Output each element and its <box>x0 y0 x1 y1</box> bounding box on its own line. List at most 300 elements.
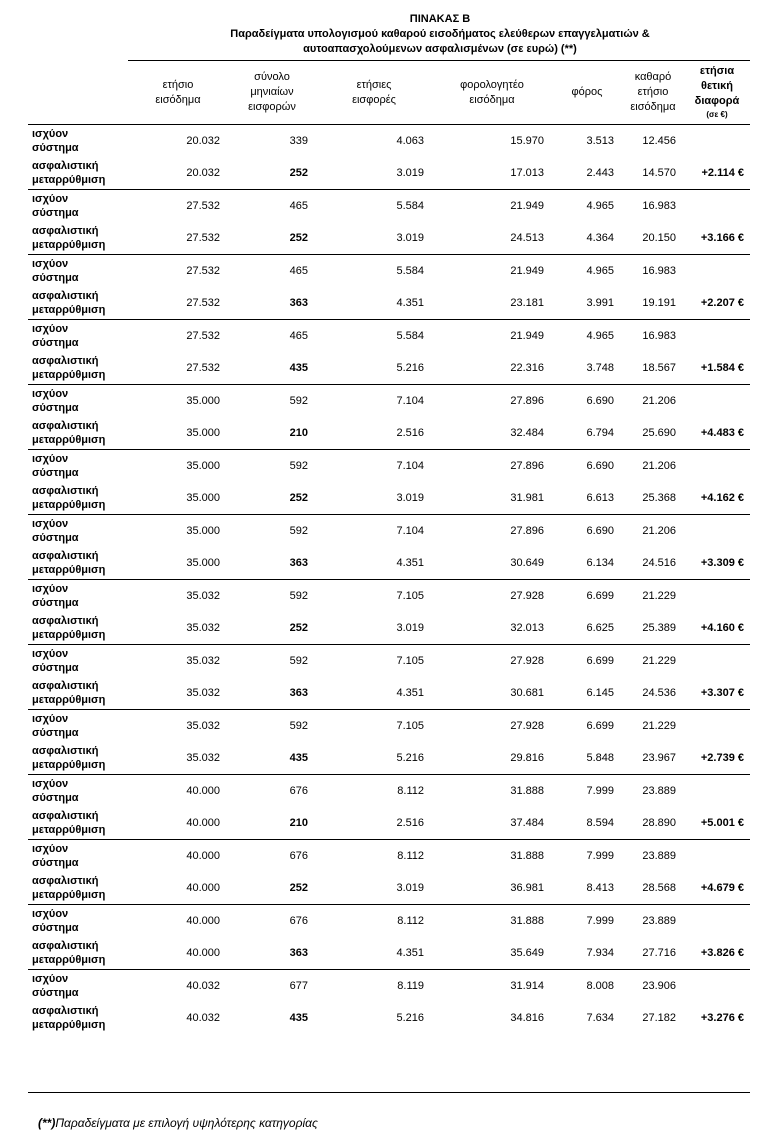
value-cell: 37.484 <box>510 817 544 829</box>
row-label <box>28 580 128 613</box>
value-cell: 24.516 <box>642 557 676 569</box>
value-cell: 27.182 <box>642 1012 676 1024</box>
header-line: μηνιαίων <box>250 86 294 98</box>
header-annual-contributions <box>316 61 432 125</box>
value-cell: 21.949 <box>432 320 552 353</box>
current-system-row <box>28 190 750 223</box>
reform-row <box>28 612 750 645</box>
value-cell: 252 <box>289 882 308 894</box>
row-label-line: ισχύον <box>32 648 69 660</box>
difference-cell <box>684 710 750 743</box>
header-line: φορολογητέο <box>460 78 524 91</box>
value-cell: 23.889 <box>622 775 684 808</box>
row-label-line: ασφαλιστική <box>32 615 99 627</box>
reform-row <box>28 872 750 905</box>
value-cell: 16.983 <box>622 190 684 223</box>
value-cell: 363 <box>289 687 308 699</box>
value-cell: 7.934 <box>586 947 614 959</box>
value-cell: 8.112 <box>316 840 432 873</box>
row-label-line: ασφαλιστική <box>32 875 99 887</box>
difference-cell: +4.160 € <box>700 622 744 634</box>
table-body <box>28 125 750 1035</box>
value-cell: 20.032 <box>186 167 220 179</box>
row-label-line: ασφαλιστική <box>32 160 99 172</box>
row-label-line: ασφαλιστική <box>32 940 99 952</box>
value-cell: 36.981 <box>510 882 544 894</box>
difference-cell <box>684 320 750 353</box>
value-cell: 2.516 <box>396 427 424 439</box>
value-cell: 4.364 <box>586 232 614 244</box>
value-cell: 6.613 <box>586 492 614 504</box>
value-cell: 592 <box>228 450 316 483</box>
row-label-line: μεταρρύθμιση <box>32 304 106 316</box>
reform-row <box>28 937 750 970</box>
difference-cell: +3.276 € <box>700 1012 744 1024</box>
value-cell: 7.999 <box>552 905 622 938</box>
row-label-line: ισχύον <box>32 713 69 725</box>
value-cell: 8.594 <box>586 817 614 829</box>
row-label-line: μεταρρύθμιση <box>32 1019 106 1031</box>
value-cell: 35.000 <box>186 427 220 439</box>
value-cell: 676 <box>228 905 316 938</box>
income-examples-table <box>28 60 750 1034</box>
value-cell: 6.699 <box>552 580 622 613</box>
difference-cell: +5.001 € <box>700 817 744 829</box>
reform-row <box>28 482 750 515</box>
difference-cell <box>684 905 750 938</box>
value-cell: 23.181 <box>510 297 544 309</box>
value-cell: 12.456 <box>622 125 684 158</box>
header-monthly-contributions <box>228 61 316 125</box>
value-cell: 7.105 <box>316 580 432 613</box>
row-label-line: ισχύον <box>32 778 69 790</box>
value-cell: 6.625 <box>586 622 614 634</box>
value-cell: 40.000 <box>128 840 228 873</box>
value-cell: 35.000 <box>128 385 228 418</box>
row-label-line: ισχύον <box>32 518 69 530</box>
difference-cell <box>684 840 750 873</box>
row-label <box>28 385 128 418</box>
difference-cell: +3.826 € <box>700 947 744 959</box>
value-cell: 465 <box>228 320 316 353</box>
value-cell: 22.316 <box>510 362 544 374</box>
value-cell: 4.351 <box>396 947 424 959</box>
value-cell: 5.848 <box>586 752 614 764</box>
value-cell: 5.584 <box>316 255 432 288</box>
row-label-line: μεταρρύθμιση <box>32 369 106 381</box>
value-cell: 363 <box>289 947 308 959</box>
value-cell: 592 <box>228 710 316 743</box>
row-label-line: ισχύον <box>32 843 69 855</box>
value-cell: 252 <box>289 492 308 504</box>
row-label-line: ασφαλιστική <box>32 745 99 757</box>
row-label <box>28 352 128 385</box>
value-cell: 5.584 <box>316 320 432 353</box>
value-cell: 27.532 <box>186 232 220 244</box>
value-cell: 35.000 <box>128 450 228 483</box>
value-cell: 6.690 <box>552 385 622 418</box>
value-cell: 677 <box>228 970 316 1003</box>
value-cell: 5.216 <box>396 1012 424 1024</box>
value-cell: 3.019 <box>396 492 424 504</box>
row-label-line: σύστημα <box>32 727 79 739</box>
value-cell: 6.690 <box>552 515 622 548</box>
title-line-3: αυτοαπασχολούμενων ασφαλισμένων (σε ευρώ) (**) <box>303 43 577 55</box>
value-cell: 27.532 <box>186 297 220 309</box>
value-cell: 30.681 <box>510 687 544 699</box>
row-label <box>28 742 128 775</box>
value-cell: 20.032 <box>128 125 228 158</box>
value-cell: 676 <box>228 840 316 873</box>
row-label-line: σύστημα <box>32 922 79 934</box>
difference-cell: +4.679 € <box>700 882 744 894</box>
reform-row <box>28 417 750 450</box>
table-title <box>130 12 750 57</box>
row-label-line: σύστημα <box>32 987 79 999</box>
value-cell: 3.991 <box>586 297 614 309</box>
row-label-line: σύστημα <box>32 402 79 414</box>
value-cell: 8.008 <box>552 970 622 1003</box>
footnote-text: Παραδείγματα με επιλογή υψηλότερης κατηγορίας <box>55 1116 318 1130</box>
value-cell: 676 <box>228 775 316 808</box>
difference-cell: +2.114 € <box>701 167 744 179</box>
row-label <box>28 937 128 970</box>
value-cell: 3.748 <box>586 362 614 374</box>
value-cell: 6.145 <box>586 687 614 699</box>
value-cell: 23.889 <box>622 905 684 938</box>
value-cell: 2.516 <box>396 817 424 829</box>
value-cell: 3.513 <box>552 125 622 158</box>
row-label <box>28 905 128 938</box>
value-cell: 4.063 <box>316 125 432 158</box>
current-system-row <box>28 970 750 1003</box>
row-label-line: μεταρρύθμιση <box>32 434 106 446</box>
title-line-1: ΠΙΝΑΚΑΣ Β <box>409 13 471 25</box>
reform-row <box>28 157 750 190</box>
header-line: ετήσια <box>699 65 735 77</box>
row-label-line: ισχύον <box>32 258 69 270</box>
reform-row <box>28 352 750 385</box>
current-system-row <box>28 255 750 288</box>
value-cell: 465 <box>228 255 316 288</box>
row-label-line: σύστημα <box>32 662 79 674</box>
difference-cell <box>684 970 750 1003</box>
footnote <box>38 1116 318 1130</box>
row-label <box>28 320 128 353</box>
row-label-line: σύστημα <box>32 337 79 349</box>
row-label <box>28 450 128 483</box>
value-cell: 35.032 <box>128 645 228 678</box>
reform-row <box>28 222 750 255</box>
value-cell: 6.699 <box>552 645 622 678</box>
header-row <box>28 61 750 125</box>
value-cell: 25.368 <box>642 492 676 504</box>
row-label-line: ασφαλιστική <box>32 550 99 562</box>
value-cell: 35.032 <box>128 710 228 743</box>
row-label-line: ισχύον <box>32 908 69 920</box>
reform-row <box>28 287 750 320</box>
row-label <box>28 482 128 515</box>
row-label-line: σύστημα <box>32 532 79 544</box>
row-label-line: σύστημα <box>32 142 79 154</box>
current-system-row <box>28 840 750 873</box>
value-cell: 35.032 <box>186 752 220 764</box>
row-label <box>28 1002 128 1034</box>
row-label <box>28 157 128 190</box>
row-label-line: ισχύον <box>32 388 69 400</box>
value-cell: 21.949 <box>432 190 552 223</box>
table-bottom-rule <box>28 1092 750 1093</box>
row-label <box>28 547 128 580</box>
difference-cell: +3.309 € <box>700 557 744 569</box>
value-cell: 435 <box>289 362 308 374</box>
row-label-line: ασφαλιστική <box>32 810 99 822</box>
row-label-line: μεταρρύθμιση <box>32 174 106 186</box>
reform-row <box>28 742 750 775</box>
header-positive-difference <box>684 61 750 125</box>
value-cell: 35.000 <box>186 557 220 569</box>
value-cell: 27.896 <box>432 385 552 418</box>
value-cell: 29.816 <box>510 752 544 764</box>
difference-cell <box>684 125 750 158</box>
difference-cell: +1.584 € <box>700 362 744 374</box>
row-label <box>28 807 128 840</box>
current-system-row <box>28 450 750 483</box>
value-cell: 31.888 <box>432 840 552 873</box>
value-cell: 4.965 <box>552 190 622 223</box>
value-cell: 21.229 <box>622 645 684 678</box>
value-cell: 4.351 <box>396 557 424 569</box>
value-cell: 15.970 <box>432 125 552 158</box>
value-cell: 7.104 <box>316 515 432 548</box>
value-cell: 7.104 <box>316 385 432 418</box>
value-cell: 363 <box>289 557 308 569</box>
row-label <box>28 287 128 320</box>
value-cell: 8.413 <box>586 882 614 894</box>
footnote-mark: (**) <box>38 1116 56 1130</box>
value-cell: 31.981 <box>510 492 544 504</box>
current-system-row <box>28 710 750 743</box>
row-label <box>28 872 128 905</box>
value-cell: 27.532 <box>128 190 228 223</box>
value-cell: 3.019 <box>396 882 424 894</box>
value-cell: 21.229 <box>622 580 684 613</box>
value-cell: 7.999 <box>552 840 622 873</box>
value-cell: 21.206 <box>622 515 684 548</box>
row-label-line: ισχύον <box>32 128 69 140</box>
difference-cell: +3.166 € <box>700 232 744 244</box>
row-label <box>28 417 128 450</box>
header-line: σύνολο <box>254 71 290 83</box>
value-cell: 32.013 <box>510 622 544 634</box>
header-line: εισόδημα <box>630 101 676 113</box>
value-cell: 339 <box>228 125 316 158</box>
value-cell: 4.351 <box>396 297 424 309</box>
value-cell: 27.532 <box>128 320 228 353</box>
value-cell: 40.000 <box>128 775 228 808</box>
value-cell: 592 <box>228 645 316 678</box>
row-label <box>28 645 128 678</box>
value-cell: 27.532 <box>128 255 228 288</box>
difference-cell: +4.162 € <box>700 492 744 504</box>
value-cell: 19.191 <box>642 297 676 309</box>
header-tax <box>552 61 622 125</box>
value-cell: 40.000 <box>186 947 220 959</box>
header-line: ετήσιες <box>356 78 392 91</box>
row-label-line: ασφαλιστική <box>32 680 99 692</box>
value-cell: 27.896 <box>432 450 552 483</box>
value-cell: 35.000 <box>186 492 220 504</box>
row-label-line: ασφαλιστική <box>32 1005 99 1017</box>
value-cell: 31.888 <box>432 905 552 938</box>
value-cell: 4.351 <box>396 687 424 699</box>
value-cell: 5.584 <box>316 190 432 223</box>
value-cell: 16.983 <box>622 255 684 288</box>
row-label <box>28 677 128 710</box>
value-cell: 7.634 <box>586 1012 614 1024</box>
reform-row <box>28 547 750 580</box>
value-cell: 252 <box>289 622 308 634</box>
header-line: ετήσιο <box>637 86 669 98</box>
value-cell: 27.928 <box>432 580 552 613</box>
row-label-line: μεταρρύθμιση <box>32 499 106 511</box>
reform-row <box>28 807 750 840</box>
value-cell: 210 <box>289 427 308 439</box>
value-cell: 25.690 <box>642 427 676 439</box>
value-cell: 27.532 <box>186 362 220 374</box>
value-cell: 7.999 <box>552 775 622 808</box>
value-cell: 20.150 <box>642 232 676 244</box>
value-cell: 21.949 <box>432 255 552 288</box>
value-cell: 21.229 <box>622 710 684 743</box>
value-cell: 8.112 <box>316 905 432 938</box>
difference-cell <box>684 645 750 678</box>
difference-cell <box>684 515 750 548</box>
value-cell: 5.216 <box>396 752 424 764</box>
header-line: ετήσιο <box>162 78 194 91</box>
row-label-line: ασφαλιστική <box>32 485 99 497</box>
value-cell: 40.032 <box>186 1012 220 1024</box>
current-system-row <box>28 125 750 158</box>
value-cell: 40.032 <box>128 970 228 1003</box>
row-label-line: μεταρρύθμιση <box>32 629 106 641</box>
value-cell: 6.690 <box>552 450 622 483</box>
row-label-line: σύστημα <box>32 597 79 609</box>
difference-cell: +2.739 € <box>700 752 744 764</box>
current-system-row <box>28 905 750 938</box>
row-label-line: σύστημα <box>32 792 79 804</box>
value-cell: 35.649 <box>510 947 544 959</box>
difference-cell <box>684 190 750 223</box>
row-label <box>28 970 128 1003</box>
row-label-line: σύστημα <box>32 272 79 284</box>
row-label-line: μεταρρύθμιση <box>32 824 106 836</box>
current-system-row <box>28 385 750 418</box>
current-system-row <box>28 515 750 548</box>
row-label-line: μεταρρύθμιση <box>32 889 106 901</box>
row-label <box>28 190 128 223</box>
value-cell: 21.206 <box>622 385 684 418</box>
value-cell: 18.567 <box>642 362 676 374</box>
row-label-line: ασφαλιστική <box>32 290 99 302</box>
row-label-line: ισχύον <box>32 193 69 205</box>
value-cell: 5.216 <box>396 362 424 374</box>
value-cell: 28.568 <box>642 882 676 894</box>
row-label-line: ασφαλιστική <box>32 420 99 432</box>
title-line-2: Παραδείγματα υπολογισμού καθαρού εισοδήματος ελεύθερων επαγγελματιών & <box>230 28 650 40</box>
value-cell: 252 <box>289 232 308 244</box>
value-cell: 24.513 <box>510 232 544 244</box>
value-cell: 27.716 <box>642 947 676 959</box>
value-cell: 6.794 <box>586 427 614 439</box>
row-label <box>28 255 128 288</box>
difference-cell: +2.207 € <box>700 297 744 309</box>
value-cell: 16.983 <box>622 320 684 353</box>
row-label <box>28 612 128 645</box>
value-cell: 592 <box>228 385 316 418</box>
row-label <box>28 125 128 158</box>
value-cell: 14.570 <box>642 167 676 179</box>
row-label-line: ισχύον <box>32 973 69 985</box>
value-cell: 8.112 <box>316 775 432 808</box>
header-net-income <box>622 61 684 125</box>
value-cell: 40.000 <box>128 905 228 938</box>
row-label-line: μεταρρύθμιση <box>32 239 106 251</box>
value-cell: 35.032 <box>186 622 220 634</box>
value-cell: 32.484 <box>510 427 544 439</box>
row-label-line: ισχύον <box>32 453 69 465</box>
header-line: διαφορά <box>694 95 740 107</box>
value-cell: 27.896 <box>432 515 552 548</box>
header-line: εισφορών <box>248 101 296 113</box>
difference-cell: +3.307 € <box>700 687 744 699</box>
header-line: εισόδημα <box>469 93 515 106</box>
row-label-line: σύστημα <box>32 467 79 479</box>
difference-cell: +4.483 € <box>700 427 744 439</box>
value-cell: 210 <box>289 817 308 829</box>
difference-cell <box>684 580 750 613</box>
row-label-line: μεταρρύθμιση <box>32 759 106 771</box>
header-taxable-income <box>432 61 552 125</box>
row-label-line: ισχύον <box>32 583 69 595</box>
row-label-line: ασφαλιστική <box>32 355 99 367</box>
difference-cell <box>684 450 750 483</box>
value-cell: 4.965 <box>552 255 622 288</box>
value-cell: 592 <box>228 580 316 613</box>
value-cell: 27.928 <box>432 710 552 743</box>
value-cell: 7.105 <box>316 645 432 678</box>
header-line: εισφορές <box>352 93 396 106</box>
row-label <box>28 775 128 808</box>
value-cell: 34.816 <box>510 1012 544 1024</box>
value-cell: 8.119 <box>316 970 432 1003</box>
value-cell: 35.032 <box>186 687 220 699</box>
difference-cell <box>684 775 750 808</box>
value-cell: 24.536 <box>642 687 676 699</box>
row-label-line: μεταρρύθμιση <box>32 694 106 706</box>
value-cell: 28.890 <box>642 817 676 829</box>
value-cell: 23.889 <box>622 840 684 873</box>
row-label-line: μεταρρύθμιση <box>32 564 106 576</box>
row-label <box>28 515 128 548</box>
value-cell: 3.019 <box>396 232 424 244</box>
value-cell: 30.649 <box>510 557 544 569</box>
header-unit: (σε €) <box>706 110 728 119</box>
value-cell: 17.013 <box>510 167 544 179</box>
header-line: εισόδημα <box>155 93 201 106</box>
difference-cell <box>684 385 750 418</box>
difference-cell <box>684 255 750 288</box>
